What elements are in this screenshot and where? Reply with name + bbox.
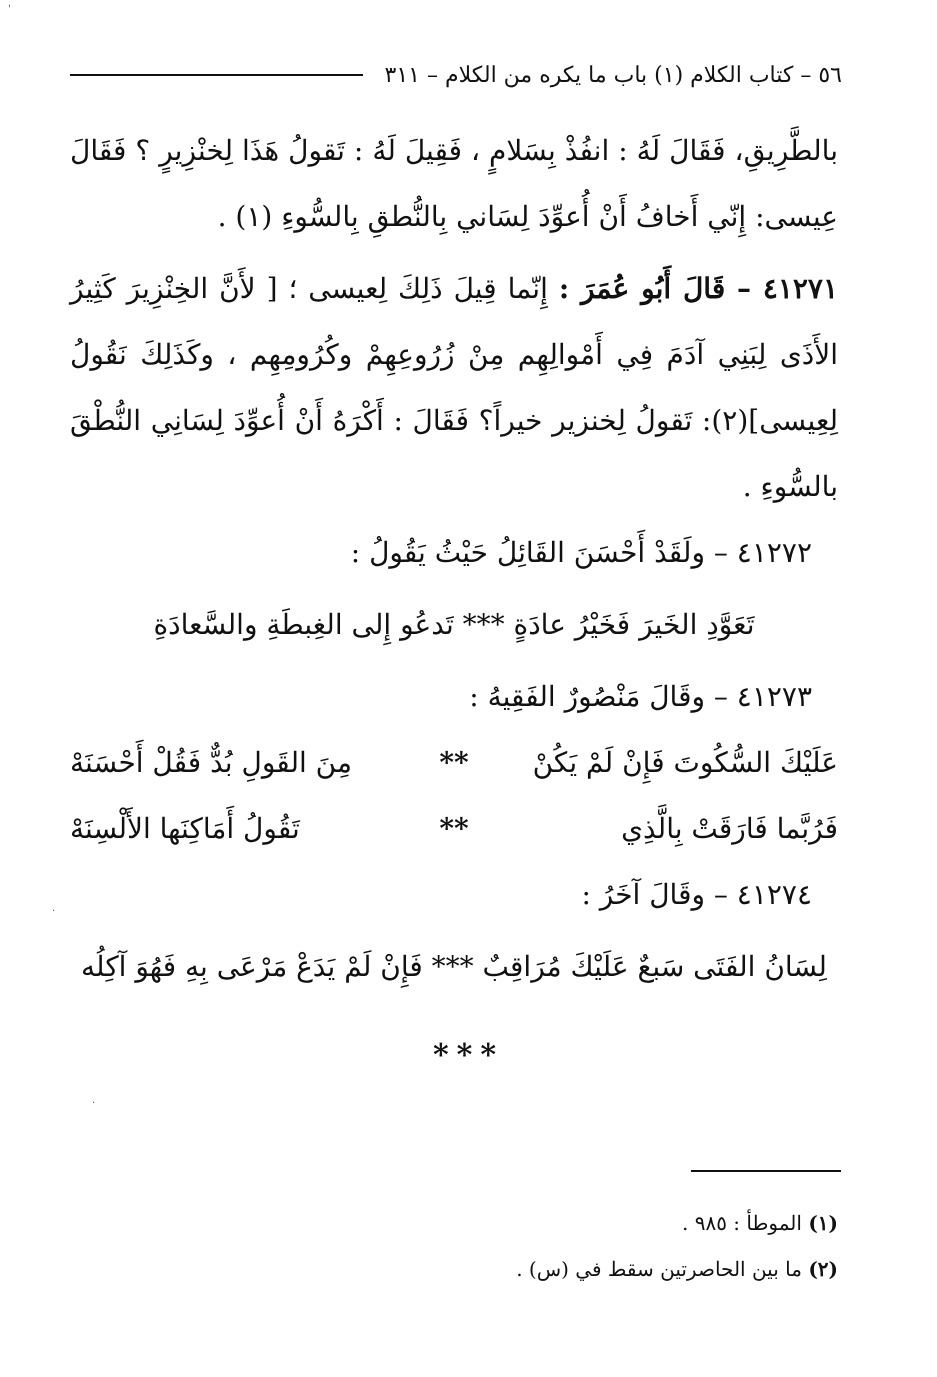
section-heading-41274: ٤١٢٧٤ – وقَالَ آخَرُ :: [581, 878, 812, 911]
paragraph-41271: [70, 256, 838, 520]
paragraph-number: ٤١٢٧١ – قَالَ أَبُو عُمَرَ :: [558, 272, 839, 305]
running-header: [70, 58, 842, 92]
section-heading-41272: ٤١٢٧٢ – ولَقَدْ أَحْسَنَ القَائِلُ حَيْثُ يَقُولُ :: [350, 536, 812, 569]
header-rule: [70, 74, 363, 76]
footnotes: [70, 1200, 838, 1292]
footnote-marker: (٢): [808, 1257, 838, 1281]
hemistich-first: عَلَيْكَ السُّكُوتَ فَإِنْ لَمْ يَكُنْ: [532, 746, 838, 779]
footnote-text: الموطأ : ٩٨٥ .: [681, 1211, 802, 1235]
couplet-row: [70, 730, 838, 796]
verse-line: لِسَانُ الفَتَى سَبعٌ عَلَيْكَ مُرَاقِبٌ *** فَإِنْ لَمْ يَدَعْ مَرْعَى بِهِ فَهُوَ آكِلُه: [81, 950, 827, 983]
footnote-rule: [691, 1170, 841, 1172]
hemistich-first: فَرُبَّما فَارَقَتْ بِالَّذِي: [621, 812, 838, 845]
main-text: [70, 118, 838, 1006]
hemistich-separator: **: [439, 812, 469, 845]
section-heading-41273: ٤١٢٧٣ – وقَالَ مَنْصُورٌ الفَقِيهُ :: [469, 680, 812, 713]
footnote-text: ما بين الحاصرتين سقط في (س) .: [516, 1257, 802, 1281]
verse-line: تَعَوَّدِ الخَيرَ فَخَيْرُ عادَةٍ *** تَدعُو إِلى الغِبطَةِ والسَّعادَةِ: [153, 608, 755, 641]
hemistich-second: مِنَ القَولِ بُدٌّ فَقُلْ أَحْسَنَهْ: [70, 746, 352, 779]
footnote-marker: (١): [808, 1211, 838, 1235]
running-title: ٥٦ – كتاب الكلام (١) باب ما يكره من الكلام – ٣١١: [384, 62, 842, 88]
scan-speck: ': [8, 4, 11, 15]
couplet-row: [70, 796, 838, 862]
hemistich-separator: **: [439, 746, 469, 779]
footnote-2: [70, 1246, 838, 1292]
section-separator-stars: ***: [432, 1038, 505, 1073]
paragraph-continuation: بالطَّرِيقِ، فَقَالَ لَهُ : انفُذْ بِسَلامٍ ، فَقِيلَ لَهُ : تَقولُ هَذَا لِخنْزِيرٍ ؟ فَقَالَ عِيسى: إِنّي أَخافُ أَنْ أُعوِّدَ لِسَاني بِالنُّطقِ بِالسُّوءِ (١) .: [70, 134, 838, 233]
hemistich-second: تَقُولُ أَمَاكِنَها الأَلْسِنَهْ: [70, 812, 300, 845]
scan-speck: ·: [52, 906, 56, 917]
footnote-1: [70, 1200, 838, 1246]
paragraph-body: إِنّما قِيلَ ذَلِكَ لِعيسى ؛ [ لأَنَّ الخِنْزِيرَ كَثِيرُ الأَذَى لِبَنِي آدَمَ فِي أَمْوالِهِم مِنْ زُرُوعِهِمْ وكُرُومِهِم ، وكَذَلِكَ نَقُولُ لِعِيسى](٢): تَقولُ لِخنزير خيراً؟ فَقَالَ : أَكْرَهُ أَنْ أُعوِّدَ لِسَانِي النُّطْقَ بالسُّوءِ .: [70, 272, 838, 503]
scan-speck: ·: [92, 1098, 96, 1109]
